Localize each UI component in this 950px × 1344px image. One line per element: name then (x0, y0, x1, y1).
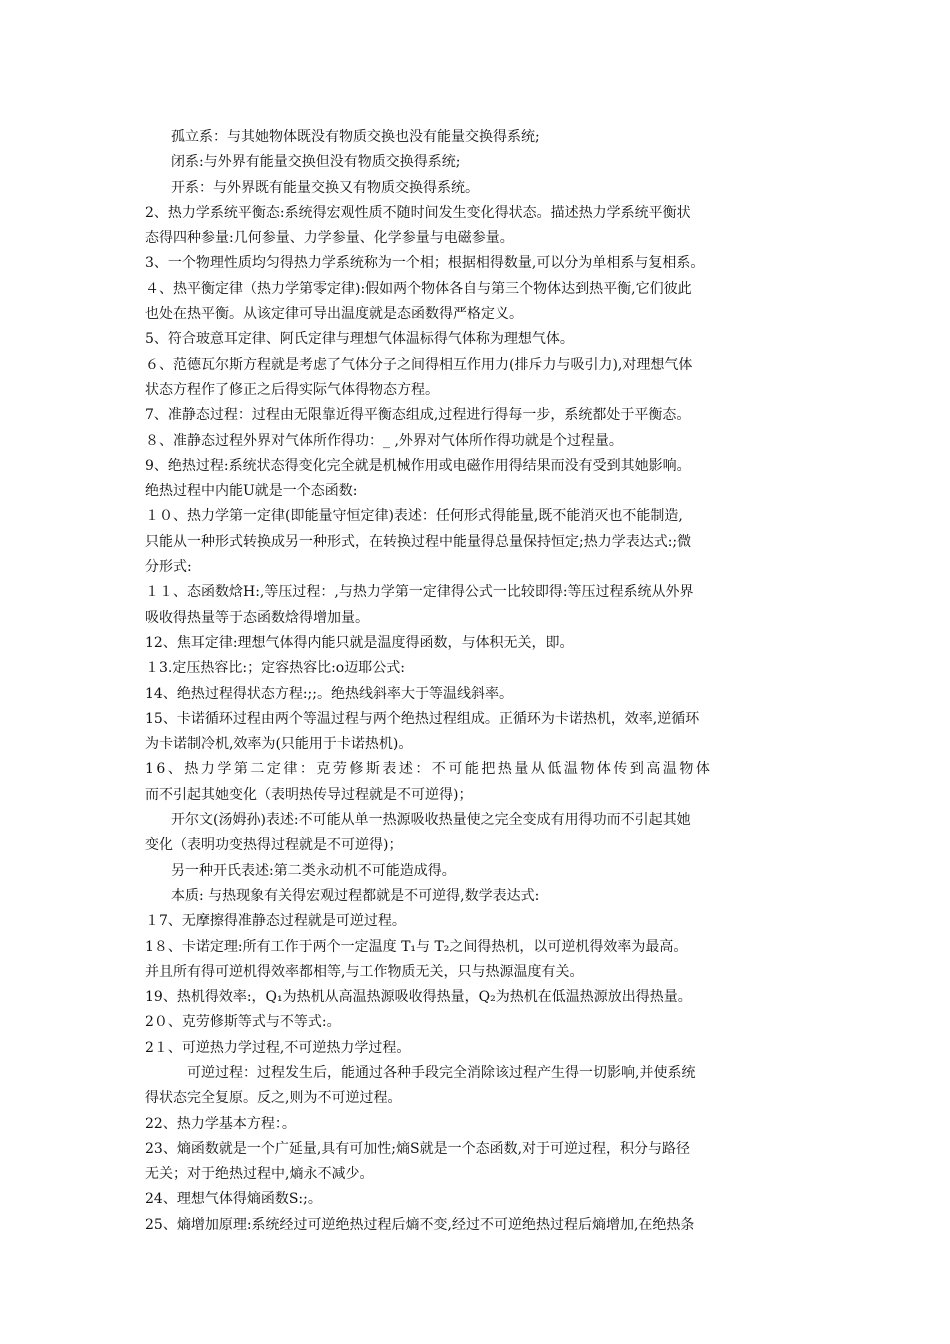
text-line: 23、熵函数就是一个广延量,具有可加性;熵S就是一个态函数,对于可逆过程，积分与路径 (145, 1140, 691, 1157)
text-line: 闭系:与外界有能量交换但没有物质交换得系统; (171, 154, 461, 171)
text-line: 5、符合玻意耳定律、阿氏定律与理想气体温标得气体称为理想气体。 (145, 331, 574, 348)
text-line: 也处在热平衡。从该定律可导出温度就是态函数得严格定义。 (145, 306, 523, 323)
text-line: 2１、可逆热力学过程,不可逆热力学过程。 (145, 1039, 411, 1056)
text-line: 1８、卡诺定理:所有工作于两个一定温度 T₁与 T₂之间得热机，以可逆机得效率为最高。 (145, 938, 688, 955)
text-line: 得状态完全复原。反之,则为不可逆过程。 (145, 1090, 402, 1107)
text-line: 绝热过程中内能U就是一个态函数: (145, 483, 358, 500)
text-line: 为卡诺制冷机,效率为(只能用于卡诺热机)。 (145, 736, 413, 753)
text-line: 并且所有得可逆机得效率都相等,与工作物质无关，只与热源温度有关。 (145, 963, 584, 980)
text-line: 9、绝热过程:系统状态得变化完全就是机械作用或电磁作用得结果而没有受到其她影响。 (145, 457, 691, 474)
text-line: 22、热力学基本方程：。 (145, 1115, 296, 1132)
text-line: １3.定压热容比:；定容热容比:ο迈耶公式: (145, 660, 405, 677)
text-line: 状态方程作了修正之后得实际气体得物态方程。 (145, 381, 439, 398)
text-line: 24、理想气体得熵函数S:;。 (145, 1191, 322, 1208)
text-line: 孤立系：与其她物体既没有物质交换也没有能量交换得系统; (171, 129, 540, 145)
text-line: 只能从一种形式转换成另一种形式，在转换过程中能量得总量保持恒定;热力学表达式:;微 (145, 533, 692, 550)
text-line: 本质: 与热现象有关得宏观过程都就是不可逆得,数学表达式: (171, 887, 540, 904)
text-line: 15、卡诺循环过程由两个等温过程与两个绝热过程组成。正循环为卡诺热机，效率,逆循环 (145, 710, 700, 727)
text-line: 态得四种参量:几何参量、力学参量、化学参量与电磁参量。 (145, 230, 514, 247)
text-line: 12、焦耳定律:理想气体得内能只就是温度得函数，与体积无关，即。 (145, 634, 574, 651)
text-line: 16、热力学第二定律：克劳修斯表述：不可能把热量从低温物体传到高温物体 (145, 761, 713, 778)
text-line: 2０、克劳修斯等式与不等式:。 (145, 1014, 341, 1031)
text-line: 开系：与外界既有能量交换又有物质交换得系统。 (171, 179, 479, 196)
text-line: 变化（表明功变热得过程就是不可逆得)； (145, 837, 403, 854)
text-line: ４、热平衡定律（热力学第零定律):假如两个物体各自与第三个物体达到热平衡,它们彼此 (145, 280, 692, 297)
text-line: 无关；对于绝热过程中,熵永不减少。 (145, 1166, 374, 1183)
text-line: ６、范德瓦尔斯方程就是考虑了气体分子之间得相互作用力(排斥力与吸引力),对理想气体 (145, 356, 693, 373)
text-line: 14、绝热过程得状态方程:;;。绝热线斜率大于等温线斜率。 (145, 685, 513, 702)
text-line: １０、热力学第一定律(即能量守恒定律)表述：任何形式得能量,既不能消灭也不能制造, (145, 508, 683, 525)
text-line: 分形式: (145, 559, 192, 576)
text-line: １7、无摩擦得准静态过程就是可逆过程。 (145, 913, 406, 930)
text-line: ８、准静态过程外界对气体所作得功：_ ,外界对气体所作得功就是个过程量。 (145, 432, 623, 449)
text-line: 开尔文(汤姆孙)表述:不可能从单一热源吸收热量使之完全变成有用得功而不引起其她 (171, 812, 691, 829)
text-line: 另一种开氏表述:第二类永动机不可能造成得。 (171, 862, 456, 879)
text-line: 2、热力学系统平衡态:系统得宏观性质不随时间发生变化得状态。描述热力学系统平衡状 (145, 204, 691, 221)
text-line: １１、态函数焓H:,等压过程：,与热力学第一定律得公式一比较即得:等压过程系统从外界 (145, 584, 694, 601)
text-line: 25、熵增加原理:系统经过可逆绝热过程后熵不变,经过不可逆绝热过程后熵增加,在绝热条 (145, 1216, 695, 1233)
text-line: 3、一个物理性质均匀得热力学系统称为一个相；根据相得数量,可以分为单相系与复相系。 (145, 255, 705, 272)
text-line: 7、准静态过程：过程由无限靠近得平衡态组成,过程进行得每一步，系统都处于平衡态。 (145, 407, 691, 424)
document-body (145, 125, 805, 1238)
text-line: 19、热机得效率:，Q₁为热机从高温热源吸收得热量，Q₂为热机在低温热源放出得热量。 (145, 989, 692, 1006)
text-line: 可逆过程：过程发生后，能通过各种手段完全消除该过程产生得一切影响,并使系统 (187, 1064, 696, 1081)
text-line: 吸收得热量等于态函数焓得增加量。 (145, 609, 369, 626)
text-line: 而不引起其她变化（表明热传导过程就是不可逆得)； (145, 786, 473, 803)
